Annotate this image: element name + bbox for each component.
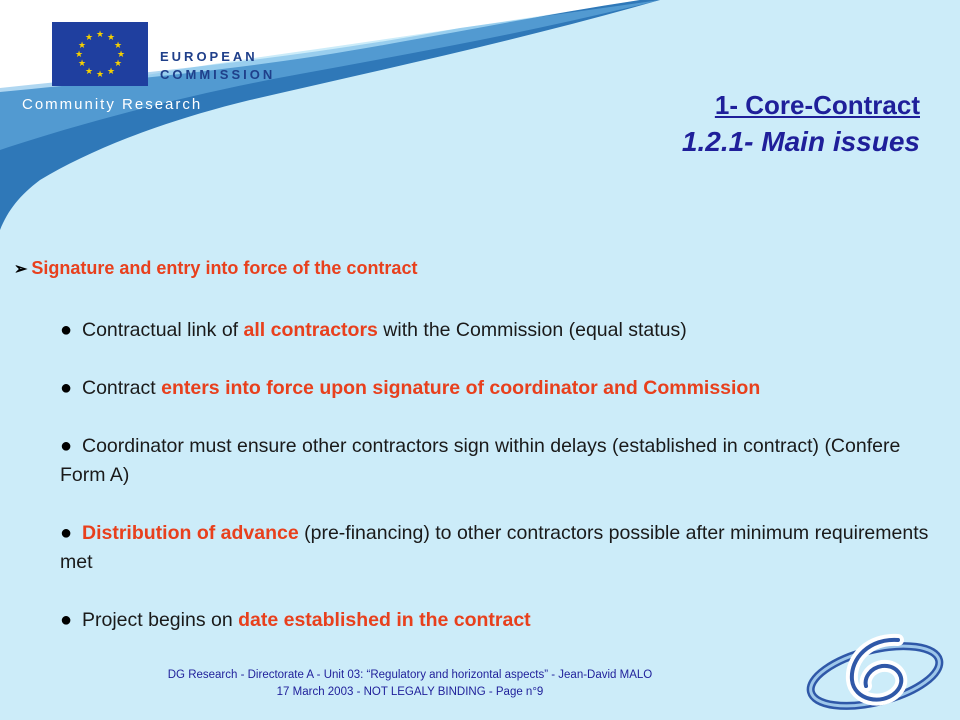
section-heading-text: Signature and entry into force of the contract — [31, 258, 418, 278]
round-bullet-icon: ● — [60, 377, 73, 399]
commission-logo-text — [160, 48, 275, 84]
svg-text:★: ★ — [77, 41, 87, 51]
bullet-text: Contract — [82, 377, 162, 399]
svg-text:★: ★ — [106, 67, 116, 77]
community-research-label: Community Research — [22, 96, 203, 113]
bullet-item — [60, 374, 940, 403]
bullet-text: Project begins on — [82, 609, 239, 631]
bullet-text: Coordinator must ensure other contractors sign within delays (established in contract) (Confere Form A) — [60, 435, 901, 486]
arrow-bullet-icon: ➢ — [14, 261, 28, 278]
round-bullet-icon: ● — [60, 522, 73, 544]
svg-text:★: ★ — [84, 67, 94, 77]
svg-text:★: ★ — [113, 59, 123, 69]
round-bullet-icon: ● — [60, 609, 73, 631]
svg-text:★: ★ — [113, 41, 123, 51]
svg-text:★: ★ — [74, 50, 84, 60]
bullet-emphasis: enters into force upon signature of coordinator and Commission — [161, 377, 761, 399]
bullet-emphasis: all contractors — [243, 319, 378, 341]
eu-flag-icon — [52, 22, 148, 86]
section-heading — [14, 258, 417, 279]
slide-footer — [100, 667, 720, 701]
svg-text:★: ★ — [106, 33, 116, 43]
svg-text:★: ★ — [77, 59, 87, 69]
footer-line-1: DG Research - Directorate A - Unit 03: “Regulatory and horizontal aspects” - Jean-David MALO — [167, 669, 653, 681]
svg-text:★: ★ — [84, 33, 94, 43]
slide-title: 1- Core-Contract — [714, 90, 920, 120]
bullet-text: (pre-financing) to other contractors possible after minimum requirements met — [60, 522, 929, 573]
fp6-logo-icon — [800, 628, 950, 714]
bullet-list — [60, 316, 940, 664]
bullet-item — [60, 519, 940, 577]
bullet-text: Contractual link of — [82, 319, 244, 341]
logo-line-commission: COMMISSION — [160, 67, 276, 82]
round-bullet-icon: ● — [60, 319, 73, 341]
logo-line-european: EUROPEAN — [160, 49, 258, 64]
slide-subtitle: 1.2.1- Main issues — [681, 126, 920, 157]
svg-text:★: ★ — [95, 70, 105, 80]
svg-text:★: ★ — [95, 30, 105, 40]
bullet-item — [60, 316, 940, 345]
svg-text:★: ★ — [116, 50, 126, 60]
bullet-emphasis: Distribution of advance — [82, 522, 299, 544]
bullet-emphasis: date established in the contract — [238, 609, 531, 631]
round-bullet-icon: ● — [60, 435, 73, 457]
footer-line-2: 17 March 2003 - NOT LEGALY BINDING - Page n°9 — [276, 686, 544, 698]
bullet-item — [44, 432, 940, 490]
bullet-text: with the Commission (equal status) — [377, 319, 687, 341]
